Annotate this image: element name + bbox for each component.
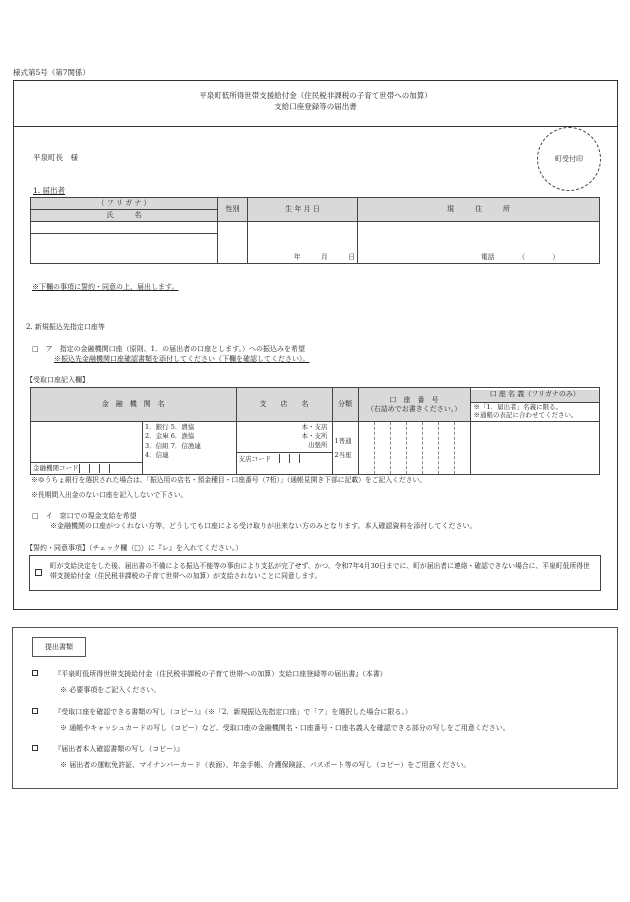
dormant-account-note: ※長期間入出金のない口座を記入しないで下さい。	[31, 491, 188, 499]
branch-input[interactable]	[236, 422, 332, 475]
doc-1-main: 『平泉町低所得世帯支援給付金（住民税非課税の子育て世帯への加算）支給口座登録等の届出書』（本書）	[54, 670, 387, 678]
section1-heading: 1. 届出者	[33, 186, 66, 195]
holder-header-cell	[470, 388, 599, 422]
option-b-cash[interactable]: □ イ 窓口での現金支給を希望	[32, 512, 137, 520]
holder-input[interactable]	[470, 422, 599, 475]
bank-type-3: 3．信組 7．信漁連	[145, 441, 201, 450]
gender-input[interactable]	[218, 221, 248, 263]
doc-3-main: 『届出者本人確認書類の写し（コピー）』	[54, 745, 184, 753]
account-number-header	[358, 388, 470, 422]
doc-2-main: 『受取口座を確認できる書類の写し（コピー）』（※「2．新規振込先指定口座」で「ア」を選択した場合に限る。）	[54, 708, 412, 716]
section2-heading: 2. 新規振込先指定口座等	[26, 323, 105, 331]
bank-name-input[interactable]	[31, 422, 143, 475]
bank-code-boxes[interactable]	[79, 464, 119, 473]
documents-label: 提出書類	[32, 637, 86, 657]
branch-type-2: 本・支所	[301, 432, 328, 441]
yucho-note: ※ゆうちょ銀行を選択された場合は、「振込用の店名・預金種目・口座番号（7桁）」（通帳見開き下部に記載）をご記入ください。	[31, 476, 427, 484]
doc-item-3	[32, 745, 183, 754]
category-header: 分類	[332, 388, 358, 422]
oath-text: 町が支給決定をした後、届出書の不備による振込不能等の事由により支払が完了せず、かつ、令和7年4月30日までに、町が届出者に連絡・確認できない場合に、平泉町低所得世帯支援給付金（住民税非課税の子育て世帯への加算）が支給されないことに同意します。	[50, 562, 590, 581]
address-header: 現 住 所	[358, 198, 600, 222]
reception-stamp-area	[537, 127, 601, 191]
doc-item-2	[32, 708, 412, 717]
stamp-label: 町受付印	[555, 154, 583, 163]
account-section-heading: 【受取口座記入欄】	[26, 376, 89, 384]
addressee: 平泉町長 様	[33, 153, 78, 162]
bank-type-2: 2．金庫 6．漁協	[145, 432, 195, 441]
doc-3-note: ※ 届出者の運転免許証、マイナンバーカード（表面）、年金手帳、介護保険証、パスポート等の写し（コピー）をご用意ください。	[60, 761, 471, 769]
furigana-header: （ フ リ ガ ナ ）	[31, 198, 218, 210]
name-header: 氏 名	[31, 209, 218, 221]
account-number-input[interactable]	[358, 422, 470, 475]
branch-type-3: 出張所	[308, 441, 328, 450]
title-divider	[13, 126, 618, 127]
category-1: 1普通	[334, 436, 352, 445]
branch-type-1: 本・支店	[301, 423, 328, 431]
agree-note: ※下欄の事項に誓約・同意の上、届出します。	[32, 283, 179, 291]
birthdate-parts: 年 月 日	[293, 253, 355, 262]
birthdate-header: 生 年 月 日	[248, 198, 358, 222]
bank-name-header: 金 融 機 関 名	[31, 388, 237, 422]
bank-code-label: 金融機関コード	[33, 464, 79, 473]
form-id: 様式第5号（第7関係）	[13, 68, 91, 77]
branch-code-boxes[interactable]	[279, 454, 309, 463]
name-input[interactable]	[31, 233, 218, 263]
gender-header: 性別	[218, 198, 248, 222]
doc-2-note: ※ 通帳やキャッシュカードの写し（コピー）など、受取口座の金融機関名・口座番号・口座名義人を確認できる部分の写しをご用意ください。	[60, 724, 510, 732]
address-input[interactable]	[358, 221, 600, 263]
oath-heading: 【誓約・同意事項】（チェック欄（□）に『レ』を入れてください。）	[26, 544, 243, 552]
form-title-line1: 平泉町低所得世帯支援給付金（住民税非課税の子育て世帯への加算）	[199, 91, 432, 100]
bank-type-1: 1．銀行 5．農協	[145, 423, 195, 431]
holder-header: 口 座 名 義（フリガナのみ）	[471, 390, 599, 403]
form-title-line2: 支給口座登録等の届出書	[274, 102, 357, 111]
holder-note1: ※「1．届出者」名義に限る。	[473, 402, 563, 411]
doc-1-checkbox[interactable]	[32, 670, 38, 676]
bank-type-list[interactable]	[143, 422, 237, 475]
furigana-input[interactable]	[31, 221, 218, 233]
option-b-note: ※金融機関の口座がつくれない方等、どうしても口座による受け取りが出来ない方のみとなります。本人確認資料を添付してください。	[50, 522, 477, 530]
category-2: 2当座	[334, 451, 352, 459]
holder-note2: ※通帳の表記に合わせてください。	[473, 411, 578, 419]
category-input[interactable]	[332, 422, 358, 475]
account-number-sub: （右詰めでお書きください。）	[366, 404, 462, 413]
branch-code-label: 支店コード	[238, 454, 272, 463]
account-table	[30, 387, 600, 475]
option-a-note: ※振込先金融機関口座確認書類を添付してください（下欄を確認してください）。	[54, 355, 310, 363]
option-a-bank-transfer[interactable]: □ ア 指定の金融機関口座（原則、1．の届出者の口座とします。）への振込みを希望	[32, 345, 306, 353]
branch-header: 支 店 名	[236, 388, 332, 422]
account-number-title: 口 座 番 号	[389, 395, 439, 404]
birthdate-input[interactable]	[248, 221, 358, 263]
applicant-table	[30, 197, 600, 264]
doc-2-checkbox[interactable]	[32, 708, 38, 714]
doc-1-note: ※ 必要事項をご記入ください。	[60, 686, 161, 694]
doc-3-checkbox[interactable]	[32, 745, 38, 751]
oath-checkbox[interactable]	[35, 569, 42, 576]
phone-label: 電話 （ ）	[480, 253, 559, 262]
bank-type-4: 4．信連	[145, 451, 169, 460]
doc-item-1	[32, 670, 387, 679]
